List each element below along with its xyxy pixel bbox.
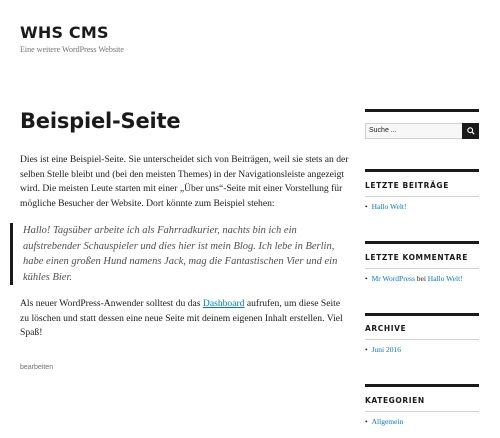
site-description: Eine weitere WordPress Website xyxy=(20,45,124,54)
list-item xyxy=(365,345,401,354)
widget-separator xyxy=(365,196,479,197)
list-item xyxy=(365,417,403,426)
page-title: Beispiel-Seite xyxy=(20,109,181,133)
bullet: • xyxy=(365,417,368,426)
edit-link[interactable]: bearbeiten xyxy=(20,364,54,371)
category-link[interactable]: Allgemein xyxy=(371,417,404,426)
comment-connector: bei xyxy=(416,274,426,283)
list-item xyxy=(365,202,407,211)
recent-post-link[interactable]: Hallo Welt! xyxy=(371,202,407,211)
comment-author-link[interactable]: Mr WordPress xyxy=(371,274,415,283)
bullet: • xyxy=(365,274,368,283)
search-input[interactable]: Suche ... xyxy=(365,123,467,139)
paragraph-text: aufrufen, um diese Seite zu löschen und statt dessen eine neue Seite mit deinem eigenen Inhalt erstellen. Viel Spaß! xyxy=(20,298,343,338)
dashboard-link[interactable]: Dashboard xyxy=(202,298,245,309)
content-paragraph xyxy=(20,297,350,341)
widget-divider xyxy=(365,313,479,316)
list-item xyxy=(365,274,463,283)
content-paragraph: Dies ist eine Beispiel-Seite. Sie unterscheidet sich von Beiträgen, weil sie stets an der selben Stelle bleibt und (bei den meisten Themes) in der Navigationsleiste angezeigt wird. Die meisten Leute starten mit einer „Über uns“-Seite mit einer Vorstellung für mögliche Besucher der Website. Dort könnte zum Beispiel stehen: xyxy=(20,154,349,209)
site-title[interactable]: WHS CMS xyxy=(20,23,109,42)
widget-divider xyxy=(365,384,479,387)
bullet: • xyxy=(365,345,368,354)
widget-title-categories: KATEGORIEN xyxy=(365,396,425,405)
comment-post-link[interactable]: Hallo Welt! xyxy=(427,274,463,283)
widget-title-recent-comments: LETZTE KOMMENTARE xyxy=(365,253,468,262)
widget-separator xyxy=(365,339,479,340)
archive-link[interactable]: Juni 2016 xyxy=(371,345,402,354)
page-content xyxy=(20,153,350,353)
bullet: • xyxy=(365,202,368,211)
blockquote: Hallo! Tagsüber arbeite ich als Fahrradkurier, nachts bin ich ein aufstrebender Schauspieler und dies hier ist mein Blog. Ich lebe in Berlin, habe einen großen Hund namens Jack, mag die Fantastischen Vier und ein kühles Bier. xyxy=(10,223,350,285)
search-button[interactable] xyxy=(462,123,479,139)
widget-divider xyxy=(365,169,479,172)
widget-separator xyxy=(365,268,479,269)
widget-separator xyxy=(365,411,479,412)
widget-divider xyxy=(365,109,479,112)
search-icon xyxy=(467,122,475,140)
widget-title-recent-posts: LETZTE BEITRÄGE xyxy=(365,181,449,190)
paragraph-text: Als neuer WordPress-Anwender solltest du das xyxy=(20,298,203,309)
widget-title-archive: ARCHIVE xyxy=(365,324,407,333)
widget-divider xyxy=(365,241,479,244)
